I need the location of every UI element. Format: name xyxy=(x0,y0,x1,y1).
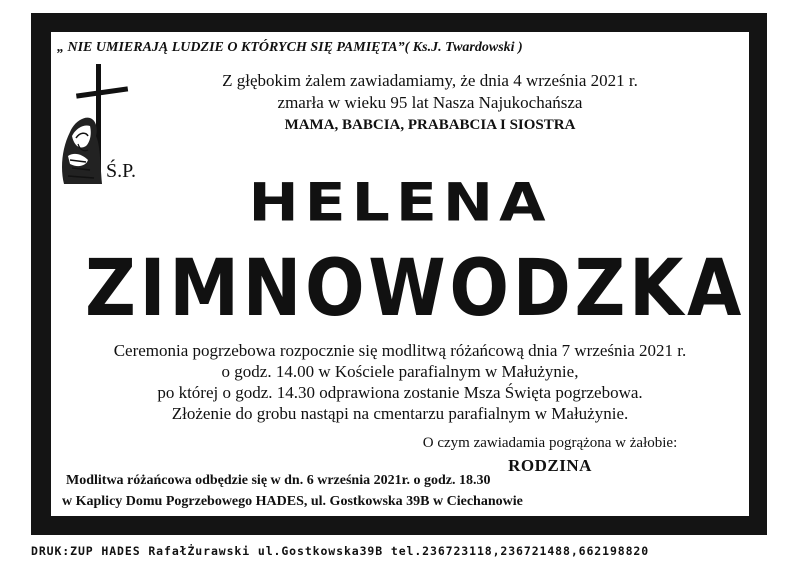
announcement-intro xyxy=(150,70,710,136)
ceremony-details xyxy=(50,340,750,424)
ceremony-line: Złożenie do grobu nastąpi na cmentarzu parafialnym w Małużynie. xyxy=(171,404,629,423)
deceased-first-name: HELENA xyxy=(248,172,552,234)
intro-line: Z głębokim żalem zawiadamiamy, że dnia 4 września 2021 r. xyxy=(222,71,638,90)
ceremony-line: po której o godz. 14.30 odprawiona zostanie Msza Święta pogrzebowa. xyxy=(157,383,643,402)
sp-label: Ś.P. xyxy=(106,160,137,182)
family-signature: RODZINA xyxy=(508,456,592,475)
deceased-last-name: ZIMNOWODZKA xyxy=(85,244,745,334)
rosary-line: w Kaplicy Domu Pogrzebowego HADES, ul. Gostkowska 39B w Ciechanowie xyxy=(62,494,523,509)
motto-quote: „ NIE UMIERAJĄ LUDZIE O KTÓRYCH SIĘ PAMIĘTA”( Ks.J. Twardowski ) xyxy=(57,40,523,55)
ceremony-line: o godz. 14.00 w Kościele parafialnym w Małużynie, xyxy=(221,362,579,381)
intro-line: zmarła w wieku 95 lat Nasza Najukochańsza xyxy=(277,93,583,112)
rosary-prayer-info xyxy=(62,470,523,512)
printer-footer: DRUK:ZUP HADES RafałŻurawski ul.Gostkowska39B tel.236723118,236721488,662198820 xyxy=(31,544,650,558)
relations-line: MAMA, BABCIA, PRABABCIA I SIOSTRA xyxy=(284,117,576,133)
ceremony-line: Ceremonia pogrzebowa rozpocznie się modlitwą różańcową dnia 7 września 2021 r. xyxy=(113,341,687,360)
notice-line: O czym zawiadamia pogrążona w żałobie: xyxy=(422,435,678,451)
rosary-line: Modlitwa różańcowa odbędzie się w dn. 6 września 2021r. o godz. 18.30 xyxy=(66,473,491,488)
